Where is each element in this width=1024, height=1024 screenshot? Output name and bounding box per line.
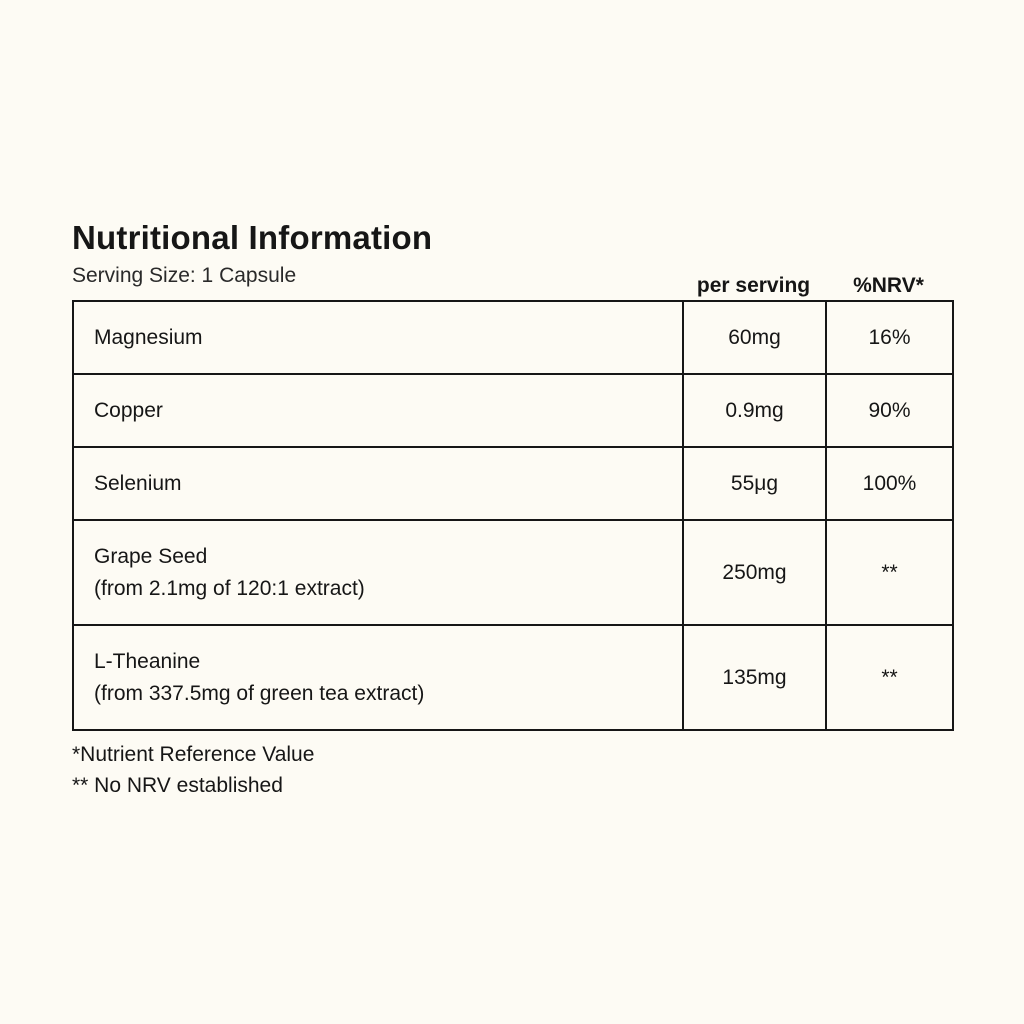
nrv-value: **	[826, 520, 953, 625]
nutrient-label: Selenium	[94, 471, 182, 495]
column-header-per-serving: per serving	[696, 274, 811, 297]
nutrient-label: Grape Seed	[94, 544, 208, 568]
column-header-nrv: %NRV*	[853, 274, 924, 297]
nutrient-detail: (from 2.1mg of 120:1 extract)	[94, 576, 365, 600]
table-row	[73, 625, 953, 730]
nrv-value: 90%	[826, 374, 953, 447]
per-serving-value: 60mg	[683, 301, 826, 374]
nutrient-name	[73, 447, 683, 520]
nutrition-table	[72, 300, 954, 731]
nrv-value: 16%	[826, 301, 953, 374]
per-serving-value: 135mg	[683, 625, 826, 730]
nutrient-name	[73, 374, 683, 447]
nutrition-panel	[72, 218, 952, 801]
per-serving-value: 55μg	[683, 447, 826, 520]
nutrient-name	[73, 625, 683, 730]
table-row	[73, 447, 953, 520]
nutrient-label: Magnesium	[94, 325, 203, 349]
nutrient-label: Copper	[94, 398, 163, 422]
per-serving-value: 250mg	[683, 520, 826, 625]
table-header	[72, 258, 952, 300]
nrv-value: **	[826, 625, 953, 730]
nrv-value: 100%	[826, 447, 953, 520]
footnotes	[72, 739, 952, 801]
nutrient-name	[73, 301, 683, 374]
nutrient-label: L-Theanine	[94, 649, 201, 673]
footnote-no-nrv: ** No NRV established	[72, 774, 283, 797]
nutrient-detail: (from 337.5mg of green tea extract)	[94, 681, 425, 705]
table-row	[73, 301, 953, 374]
page-title: Nutritional Information	[72, 219, 433, 256]
serving-size: Serving Size: 1 Capsule	[72, 264, 297, 287]
nutrient-name	[73, 520, 683, 625]
table-row	[73, 374, 953, 447]
per-serving-value: 0.9mg	[683, 374, 826, 447]
table-row	[73, 520, 953, 625]
footnote-nrv: *Nutrient Reference Value	[72, 743, 315, 766]
